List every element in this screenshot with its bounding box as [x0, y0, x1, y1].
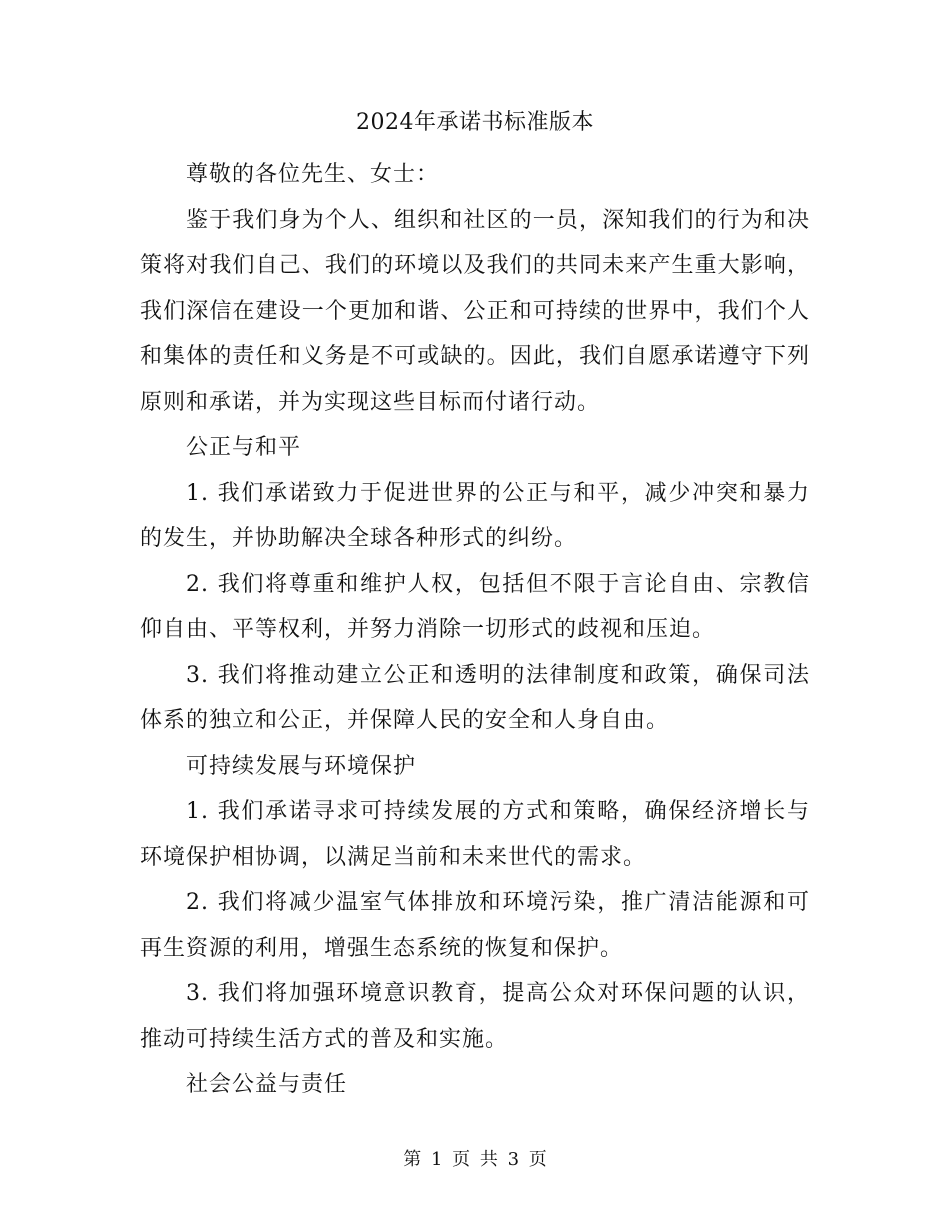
justice-item-2: 2. 我们将尊重和维护人权，包括但不限于言论自由、宗教信仰自由、平等权利，并努力消除一切形式的歧视和压迫。 [140, 571, 810, 642]
section-heading-justice-peace: 公正与和平 [186, 435, 302, 460]
intro-paragraph: 鉴于我们身为个人、组织和社区的一员，深知我们的行为和决策将对我们自己、我们的环境以及我们的共同未来产生重大影响，我们深信在建设一个更加和谐、公正和可持续的世界中，我们个人和集体的责任和义务是不可或缺的。因此，我们自愿承诺遵守下列原则和承诺，并为实现这些目标而付诸行动。 [140, 207, 810, 415]
document-title: 2024年承诺书标准版本 [356, 110, 594, 135]
salutation: 尊敬的各位先生、女士： [186, 162, 440, 187]
section-heading-sustainability: 可持续发展与环境保护 [186, 753, 417, 779]
sustainability-item-2: 2. 我们将减少温室气体排放和环境污染，推广清洁能源和可再生资源的利用，增强生态系统的恢复和保护。 [140, 890, 810, 961]
justice-item-3: 3. 我们将推动建立公正和透明的法律制度和政策，确保司法体系的独立和公正，并保障人民的安全和人身自由。 [140, 662, 810, 733]
document-body [140, 152, 810, 1108]
sustainability-item-3: 3. 我们将加强环境意识教育，提高公众对环保问题的认识，推动可持续生活方式的普及和实施。 [140, 981, 810, 1052]
sustainability-item-1: 1. 我们承诺寻求可持续发展的方式和策略，确保经济增长与环境保护相协调，以满足当前和未来世代的需求。 [140, 799, 810, 870]
page-footer: 第 1 页 共 3 页 [403, 1149, 547, 1170]
section-heading-social-responsibility: 社会公益与责任 [186, 1072, 348, 1097]
justice-item-1: 1. 我们承诺致力于促进世界的公正与和平，减少冲突和暴力的发生，并协助解决全球各种形式的纠纷。 [140, 480, 810, 551]
